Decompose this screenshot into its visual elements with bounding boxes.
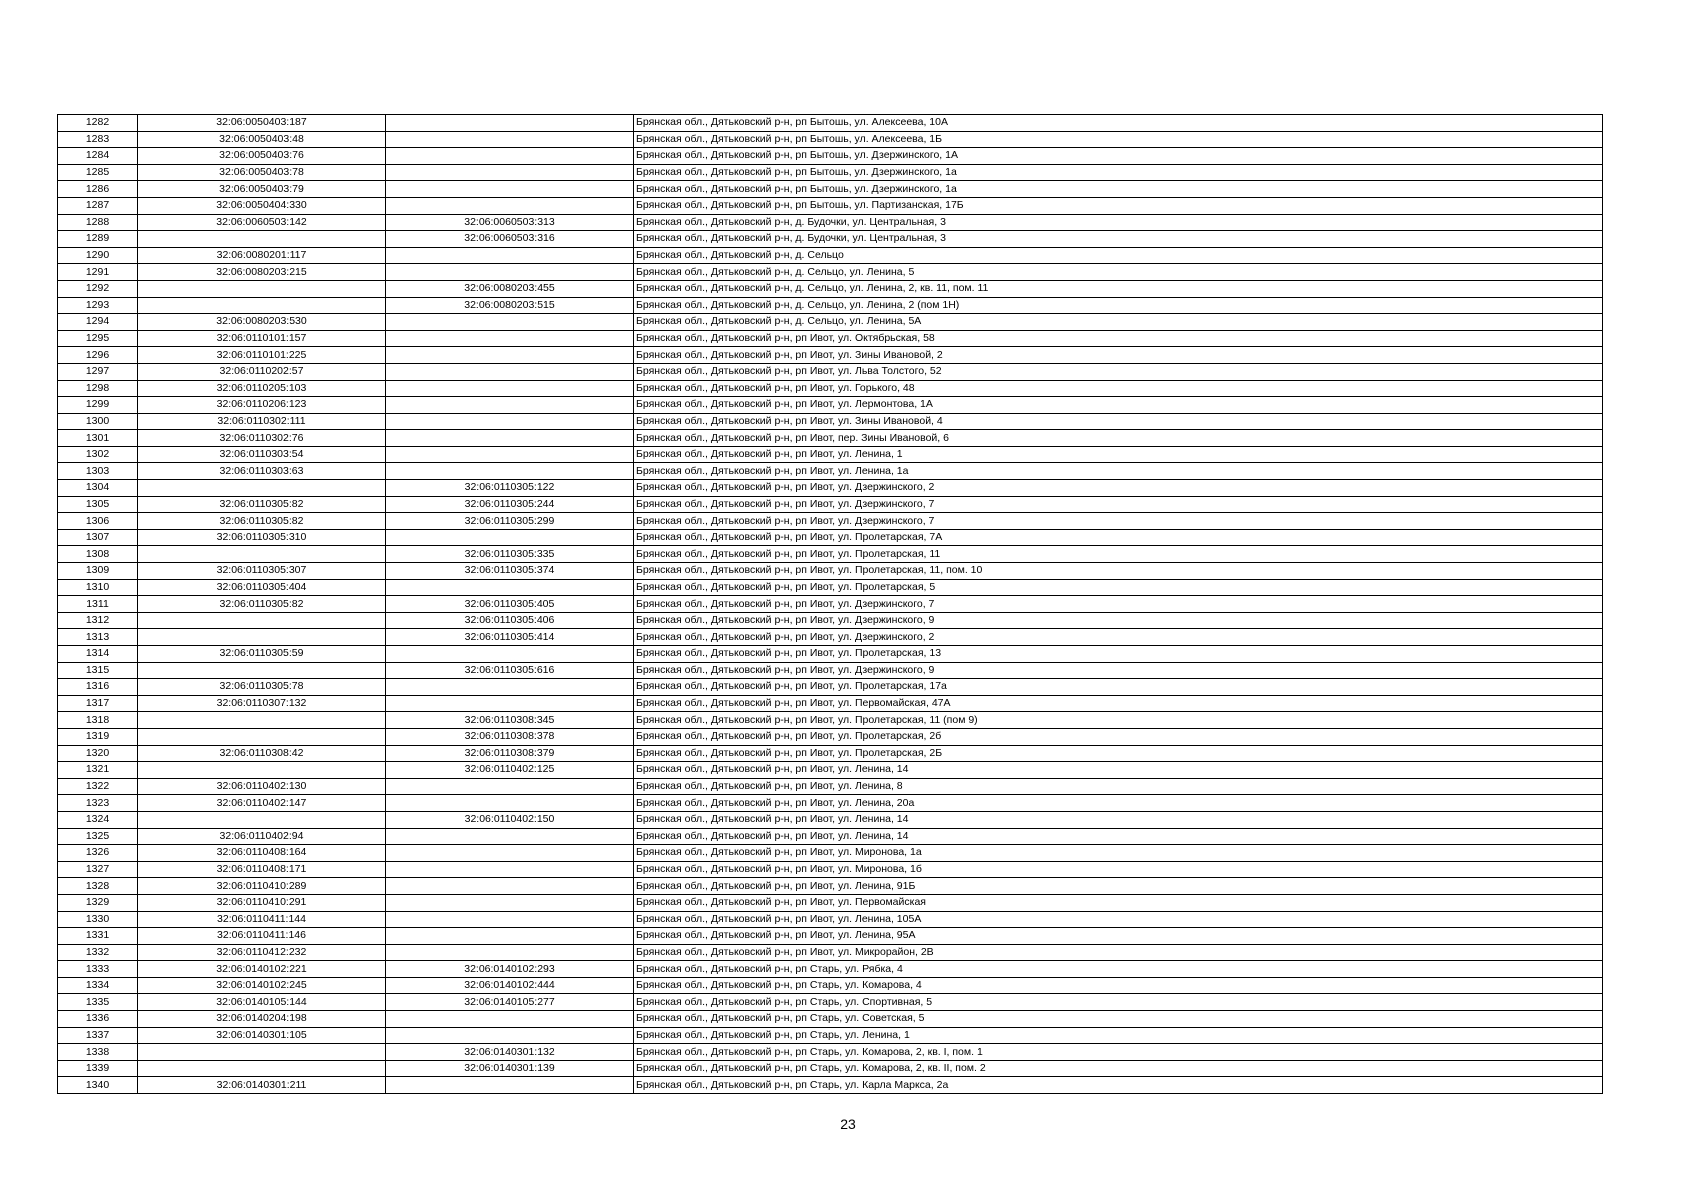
building-cadastral-number-cell: 32:06:0080203:455 (386, 280, 634, 297)
building-cadastral-number-cell (386, 894, 634, 911)
table-row (58, 894, 1603, 911)
building-cadastral-number-cell: 32:06:0140301:139 (386, 1060, 634, 1077)
building-cadastral-number-cell (386, 778, 634, 795)
row-number-cell: 1313 (58, 629, 138, 646)
land-cadastral-number-cell (138, 480, 386, 497)
row-number-cell: 1297 (58, 363, 138, 380)
table-row (58, 745, 1603, 762)
building-cadastral-number-cell (386, 695, 634, 712)
building-cadastral-number-cell (386, 944, 634, 961)
building-cadastral-number-cell (386, 878, 634, 895)
table-row (58, 911, 1603, 928)
table-row (58, 1011, 1603, 1028)
address-cell: Брянская обл., Дятьковский р-н, рп Ивот, ул. Пролетарская, 17а (634, 679, 1603, 696)
address-cell: Брянская обл., Дятьковский р-н, д. Сельцо, ул. Ленина, 5А (634, 314, 1603, 331)
land-cadastral-number-cell: 32:06:0110305:82 (138, 513, 386, 530)
row-number-cell: 1324 (58, 811, 138, 828)
land-cadastral-number-cell: 32:06:0110402:130 (138, 778, 386, 795)
table-row (58, 679, 1603, 696)
table-row (58, 513, 1603, 530)
land-cadastral-number-cell: 32:06:0110411:144 (138, 911, 386, 928)
table-row (58, 413, 1603, 430)
land-cadastral-number-cell (138, 280, 386, 297)
row-number-cell: 1333 (58, 961, 138, 978)
land-cadastral-number-cell (138, 297, 386, 314)
row-number-cell: 1300 (58, 413, 138, 430)
table-row (58, 363, 1603, 380)
row-number-cell: 1315 (58, 662, 138, 679)
building-cadastral-number-cell (386, 845, 634, 862)
address-cell: Брянская обл., Дятьковский р-н, рп Ивот, ул. Пролетарская, 11, пом. 10 (634, 563, 1603, 580)
building-cadastral-number-cell (386, 828, 634, 845)
table-row (58, 380, 1603, 397)
land-cadastral-number-cell: 32:06:0110305:310 (138, 529, 386, 546)
table-row (58, 662, 1603, 679)
address-cell: Брянская обл., Дятьковский р-н, рп Бытошь, ул. Алексеева, 10А (634, 115, 1603, 132)
land-cadastral-number-cell: 32:06:0110411:146 (138, 928, 386, 945)
row-number-cell: 1309 (58, 563, 138, 580)
address-cell: Брянская обл., Дятьковский р-н, рп Старь, ул. Комарова, 4 (634, 977, 1603, 994)
table-row (58, 214, 1603, 231)
table-row (58, 811, 1603, 828)
table-row (58, 977, 1603, 994)
address-cell: Брянская обл., Дятьковский р-н, рп Ивот, ул. Ленина, 95А (634, 928, 1603, 945)
land-cadastral-number-cell: 32:06:0110205:103 (138, 380, 386, 397)
table-row (58, 446, 1603, 463)
building-cadastral-number-cell (386, 330, 634, 347)
table-row (58, 181, 1603, 198)
table-row (58, 828, 1603, 845)
address-cell: Брянская обл., Дятьковский р-н, рп Ивот, ул. Дзержинского, 7 (634, 596, 1603, 613)
building-cadastral-number-cell (386, 413, 634, 430)
land-cadastral-number-cell: 32:06:0110303:63 (138, 463, 386, 480)
row-number-cell: 1329 (58, 894, 138, 911)
address-cell: Брянская обл., Дятьковский р-н, рп Ивот, ул. Пролетарская, 13 (634, 646, 1603, 663)
table-row (58, 148, 1603, 165)
row-number-cell: 1291 (58, 264, 138, 281)
land-cadastral-number-cell: 32:06:0080203:530 (138, 314, 386, 331)
land-cadastral-number-cell: 32:06:0110302:76 (138, 430, 386, 447)
land-cadastral-number-cell (138, 662, 386, 679)
table-row (58, 131, 1603, 148)
address-cell: Брянская обл., Дятьковский р-н, рп Ивот, ул. Зины Ивановой, 4 (634, 413, 1603, 430)
land-cadastral-number-cell: 32:06:0110408:164 (138, 845, 386, 862)
address-cell: Брянская обл., Дятьковский р-н, рп Бытошь, ул. Дзержинского, 1а (634, 181, 1603, 198)
building-cadastral-number-cell (386, 380, 634, 397)
table-row (58, 994, 1603, 1011)
row-number-cell: 1339 (58, 1060, 138, 1077)
address-cell: Брянская обл., Дятьковский р-н, рп Ивот, ул. Ленина, 1 (634, 446, 1603, 463)
land-cadastral-number-cell: 32:06:0110303:54 (138, 446, 386, 463)
building-cadastral-number-cell: 32:06:0110308:345 (386, 712, 634, 729)
building-cadastral-number-cell (386, 579, 634, 596)
address-cell: Брянская обл., Дятьковский р-н, рп Ивот, ул. Дзержинского, 9 (634, 662, 1603, 679)
building-cadastral-number-cell (386, 1027, 634, 1044)
row-number-cell: 1305 (58, 496, 138, 513)
building-cadastral-number-cell (386, 463, 634, 480)
address-cell: Брянская обл., Дятьковский р-н, рп Бытошь, ул. Дзержинского, 1А (634, 148, 1603, 165)
table-row (58, 314, 1603, 331)
address-cell: Брянская обл., Дятьковский р-н, рп Ивот, ул. Пролетарская, 11 (634, 546, 1603, 563)
row-number-cell: 1314 (58, 646, 138, 663)
land-cadastral-number-cell: 32:06:0110402:94 (138, 828, 386, 845)
land-cadastral-number-cell: 32:06:0110412:232 (138, 944, 386, 961)
building-cadastral-number-cell: 32:06:0060503:313 (386, 214, 634, 231)
row-number-cell: 1334 (58, 977, 138, 994)
address-cell: Брянская обл., Дятьковский р-н, рп Бытошь, ул. Алексеева, 1Б (634, 131, 1603, 148)
address-cell: Брянская обл., Дятьковский р-н, рп Ивот, ул. Горького, 48 (634, 380, 1603, 397)
address-cell: Брянская обл., Дятьковский р-н, рп Ивот, ул. Лермонтова, 1А (634, 397, 1603, 414)
table-row (58, 231, 1603, 248)
row-number-cell: 1312 (58, 612, 138, 629)
address-cell: Брянская обл., Дятьковский р-н, рп Ивот, ул. Пролетарская, 5 (634, 579, 1603, 596)
table-row (58, 529, 1603, 546)
row-number-cell: 1320 (58, 745, 138, 762)
row-number-cell: 1336 (58, 1011, 138, 1028)
land-cadastral-number-cell (138, 1060, 386, 1077)
address-cell: Брянская обл., Дятьковский р-н, рп Ивот, пер. Зины Ивановой, 6 (634, 430, 1603, 447)
row-number-cell: 1308 (58, 546, 138, 563)
address-cell: Брянская обл., Дятьковский р-н, д. Сельцо, ул. Ленина, 5 (634, 264, 1603, 281)
row-number-cell: 1301 (58, 430, 138, 447)
building-cadastral-number-cell: 32:06:0110305:122 (386, 480, 634, 497)
address-cell: Брянская обл., Дятьковский р-н, рп Ивот, ул. Пролетарская, 11 (пом 9) (634, 712, 1603, 729)
address-cell: Брянская обл., Дятьковский р-н, рп Ивот, ул. Миронова, 1а (634, 845, 1603, 862)
building-cadastral-number-cell (386, 679, 634, 696)
building-cadastral-number-cell (386, 646, 634, 663)
table-row (58, 347, 1603, 364)
building-cadastral-number-cell (386, 529, 634, 546)
building-cadastral-number-cell (386, 347, 634, 364)
building-cadastral-number-cell (386, 795, 634, 812)
address-cell: Брянская обл., Дятьковский р-н, рп Ивот, ул. Пролетарская, 2б (634, 728, 1603, 745)
row-number-cell: 1337 (58, 1027, 138, 1044)
address-cell: Брянская обл., Дятьковский р-н, рп Ивот, ул. Ленина, 14 (634, 811, 1603, 828)
address-cell: Брянская обл., Дятьковский р-н, рп Ивот, ул. Ленина, 105А (634, 911, 1603, 928)
land-cadastral-number-cell (138, 629, 386, 646)
row-number-cell: 1321 (58, 762, 138, 779)
land-cadastral-number-cell: 32:06:0110305:404 (138, 579, 386, 596)
page-number: 23 (840, 1116, 856, 1132)
address-cell: Брянская обл., Дятьковский р-н, д. Сельцо, ул. Ленина, 2 (пом 1Н) (634, 297, 1603, 314)
land-cadastral-number-cell: 32:06:0050403:78 (138, 164, 386, 181)
row-number-cell: 1317 (58, 695, 138, 712)
land-cadastral-number-cell: 32:06:0140301:211 (138, 1077, 386, 1094)
address-cell: Брянская обл., Дятьковский р-н, д. Сельцо, ул. Ленина, 2, кв. 11, пом. 11 (634, 280, 1603, 297)
row-number-cell: 1289 (58, 231, 138, 248)
table-row (58, 280, 1603, 297)
address-cell: Брянская обл., Дятьковский р-н, рп Ивот, ул. Ленина, 8 (634, 778, 1603, 795)
building-cadastral-number-cell (386, 397, 634, 414)
row-number-cell: 1323 (58, 795, 138, 812)
address-cell: Брянская обл., Дятьковский р-н, рп Старь, ул. Карла Маркса, 2а (634, 1077, 1603, 1094)
land-cadastral-number-cell: 32:06:0080203:215 (138, 264, 386, 281)
address-cell: Брянская обл., Дятьковский р-н, рп Ивот, ул. Пролетарская, 2Б (634, 745, 1603, 762)
table-row (58, 1060, 1603, 1077)
building-cadastral-number-cell (386, 363, 634, 380)
land-cadastral-number-cell: 32:06:0110410:289 (138, 878, 386, 895)
table-row (58, 612, 1603, 629)
table-row (58, 712, 1603, 729)
building-cadastral-number-cell (386, 197, 634, 214)
land-cadastral-number-cell: 32:06:0110305:82 (138, 596, 386, 613)
row-number-cell: 1285 (58, 164, 138, 181)
address-cell: Брянская обл., Дятьковский р-н, рп Ивот, ул. Ленина, 14 (634, 762, 1603, 779)
table-row (58, 1077, 1603, 1094)
row-number-cell: 1332 (58, 944, 138, 961)
address-cell: Брянская обл., Дятьковский р-н, рп Ивот, ул. Первомайская, 47А (634, 695, 1603, 712)
row-number-cell: 1283 (58, 131, 138, 148)
address-cell: Брянская обл., Дятьковский р-н, д. Будочки, ул. Центральная, 3 (634, 214, 1603, 231)
table-row (58, 330, 1603, 347)
row-number-cell: 1293 (58, 297, 138, 314)
land-cadastral-number-cell: 32:06:0060503:142 (138, 214, 386, 231)
land-cadastral-number-cell: 32:06:0110305:59 (138, 646, 386, 663)
row-number-cell: 1287 (58, 197, 138, 214)
row-number-cell: 1295 (58, 330, 138, 347)
address-cell: Брянская обл., Дятьковский р-н, рп Ивот, ул. Миронова, 1б (634, 861, 1603, 878)
land-cadastral-number-cell: 32:06:0110402:147 (138, 795, 386, 812)
address-cell: Брянская обл., Дятьковский р-н, рп Старь, ул. Спортивная, 5 (634, 994, 1603, 1011)
building-cadastral-number-cell: 32:06:0110305:406 (386, 612, 634, 629)
address-cell: Брянская обл., Дятьковский р-н, рп Ивот, ул. Ленина, 14 (634, 828, 1603, 845)
address-cell: Брянская обл., Дятьковский р-н, рп Ивот, ул. Дзержинского, 7 (634, 513, 1603, 530)
address-cell: Брянская обл., Дятьковский р-н, рп Ивот, ул. Ленина, 91Б (634, 878, 1603, 895)
land-cadastral-number-cell (138, 762, 386, 779)
land-cadastral-number-cell: 32:06:0080201:117 (138, 247, 386, 264)
land-cadastral-number-cell: 32:06:0140105:144 (138, 994, 386, 1011)
building-cadastral-number-cell: 32:06:0110305:414 (386, 629, 634, 646)
table-row (58, 762, 1603, 779)
address-cell: Брянская обл., Дятьковский р-н, рп Ивот, ул. Пролетарская, 7А (634, 529, 1603, 546)
table-row (58, 878, 1603, 895)
building-cadastral-number-cell: 32:06:0060503:316 (386, 231, 634, 248)
table-row (58, 944, 1603, 961)
land-cadastral-number-cell (138, 811, 386, 828)
address-cell: Брянская обл., Дятьковский р-н, рп Старь, ул. Рябка, 4 (634, 961, 1603, 978)
row-number-cell: 1294 (58, 314, 138, 331)
building-cadastral-number-cell (386, 115, 634, 132)
row-number-cell: 1331 (58, 928, 138, 945)
row-number-cell: 1328 (58, 878, 138, 895)
address-cell: Брянская обл., Дятьковский р-н, рп Ивот, ул. Первомайская (634, 894, 1603, 911)
building-cadastral-number-cell (386, 314, 634, 331)
row-number-cell: 1326 (58, 845, 138, 862)
building-cadastral-number-cell: 32:06:0110305:616 (386, 662, 634, 679)
table-row (58, 463, 1603, 480)
registry-table (57, 114, 1603, 1094)
building-cadastral-number-cell (386, 148, 634, 165)
row-number-cell: 1325 (58, 828, 138, 845)
land-cadastral-number-cell: 32:06:0140301:105 (138, 1027, 386, 1044)
row-number-cell: 1338 (58, 1044, 138, 1061)
table-row (58, 480, 1603, 497)
table-row (58, 297, 1603, 314)
table-row (58, 861, 1603, 878)
table-row (58, 728, 1603, 745)
row-number-cell: 1302 (58, 446, 138, 463)
row-number-cell: 1318 (58, 712, 138, 729)
building-cadastral-number-cell: 32:06:0140102:444 (386, 977, 634, 994)
land-cadastral-number-cell: 32:06:0140204:198 (138, 1011, 386, 1028)
land-cadastral-number-cell: 32:06:0050403:79 (138, 181, 386, 198)
table-row (58, 961, 1603, 978)
land-cadastral-number-cell (138, 546, 386, 563)
address-cell: Брянская обл., Дятьковский р-н, рп Ивот, ул. Дзержинского, 2 (634, 629, 1603, 646)
row-number-cell: 1299 (58, 397, 138, 414)
building-cadastral-number-cell (386, 164, 634, 181)
table-row (58, 845, 1603, 862)
table-row (58, 546, 1603, 563)
land-cadastral-number-cell: 32:06:0110101:157 (138, 330, 386, 347)
table-row (58, 778, 1603, 795)
address-cell: Брянская обл., Дятьковский р-н, рп Старь, ул. Комарова, 2, кв. II, пом. 2 (634, 1060, 1603, 1077)
table-row (58, 164, 1603, 181)
land-cadastral-number-cell: 32:06:0110305:82 (138, 496, 386, 513)
address-cell: Брянская обл., Дятьковский р-н, рп Старь, ул. Советская, 5 (634, 1011, 1603, 1028)
building-cadastral-number-cell: 32:06:0140301:132 (386, 1044, 634, 1061)
table-row (58, 563, 1603, 580)
row-number-cell: 1298 (58, 380, 138, 397)
row-number-cell: 1307 (58, 529, 138, 546)
address-cell: Брянская обл., Дятьковский р-н, рп Ивот, ул. Льва Толстого, 52 (634, 363, 1603, 380)
building-cadastral-number-cell: 32:06:0080203:515 (386, 297, 634, 314)
row-number-cell: 1306 (58, 513, 138, 530)
building-cadastral-number-cell: 32:06:0110402:125 (386, 762, 634, 779)
building-cadastral-number-cell (386, 1011, 634, 1028)
land-cadastral-number-cell: 32:06:0050403:187 (138, 115, 386, 132)
row-number-cell: 1322 (58, 778, 138, 795)
table-row (58, 646, 1603, 663)
land-cadastral-number-cell: 32:06:0140102:245 (138, 977, 386, 994)
row-number-cell: 1304 (58, 480, 138, 497)
land-cadastral-number-cell: 32:06:0050403:76 (138, 148, 386, 165)
land-cadastral-number-cell: 32:06:0110408:171 (138, 861, 386, 878)
row-number-cell: 1310 (58, 579, 138, 596)
land-cadastral-number-cell: 32:06:0110202:57 (138, 363, 386, 380)
land-cadastral-number-cell: 32:06:0110302:111 (138, 413, 386, 430)
building-cadastral-number-cell: 32:06:0140102:293 (386, 961, 634, 978)
table-row (58, 1044, 1603, 1061)
address-cell: Брянская обл., Дятьковский р-н, рп Бытошь, ул. Партизанская, 17Б (634, 197, 1603, 214)
building-cadastral-number-cell (386, 247, 634, 264)
row-number-cell: 1292 (58, 280, 138, 297)
land-cadastral-number-cell: 32:06:0110308:42 (138, 745, 386, 762)
building-cadastral-number-cell: 32:06:0110305:244 (386, 496, 634, 513)
building-cadastral-number-cell: 32:06:0110305:299 (386, 513, 634, 530)
row-number-cell: 1286 (58, 181, 138, 198)
building-cadastral-number-cell: 32:06:0110402:150 (386, 811, 634, 828)
building-cadastral-number-cell (386, 131, 634, 148)
land-cadastral-number-cell (138, 1044, 386, 1061)
table-row (58, 596, 1603, 613)
table-row (58, 115, 1603, 132)
row-number-cell: 1288 (58, 214, 138, 231)
row-number-cell: 1330 (58, 911, 138, 928)
row-number-cell: 1316 (58, 679, 138, 696)
land-cadastral-number-cell: 32:06:0110206:123 (138, 397, 386, 414)
building-cadastral-number-cell: 32:06:0110305:374 (386, 563, 634, 580)
address-cell: Брянская обл., Дятьковский р-н, рп Ивот, ул. Дзержинского, 7 (634, 496, 1603, 513)
table-row (58, 579, 1603, 596)
land-cadastral-number-cell: 32:06:0050403:48 (138, 131, 386, 148)
building-cadastral-number-cell (386, 911, 634, 928)
address-cell: Брянская обл., Дятьковский р-н, рп Ивот, ул. Дзержинского, 2 (634, 480, 1603, 497)
address-cell: Брянская обл., Дятьковский р-н, рп Ивот, ул. Микрорайон, 2В (634, 944, 1603, 961)
building-cadastral-number-cell (386, 430, 634, 447)
table-row (58, 695, 1603, 712)
address-cell: Брянская обл., Дятьковский р-н, д. Сельцо (634, 247, 1603, 264)
address-cell: Брянская обл., Дятьковский р-н, рп Ивот, ул. Октябрьская, 58 (634, 330, 1603, 347)
land-cadastral-number-cell: 32:06:0110305:78 (138, 679, 386, 696)
land-cadastral-number-cell (138, 612, 386, 629)
row-number-cell: 1296 (58, 347, 138, 364)
land-cadastral-number-cell (138, 728, 386, 745)
table-row (58, 264, 1603, 281)
table-row (58, 1027, 1603, 1044)
row-number-cell: 1290 (58, 247, 138, 264)
row-number-cell: 1284 (58, 148, 138, 165)
row-number-cell: 1311 (58, 596, 138, 613)
row-number-cell: 1319 (58, 728, 138, 745)
address-cell: Брянская обл., Дятьковский р-н, рп Ивот, ул. Ленина, 1а (634, 463, 1603, 480)
row-number-cell: 1335 (58, 994, 138, 1011)
building-cadastral-number-cell (386, 928, 634, 945)
table-row (58, 928, 1603, 945)
land-cadastral-number-cell: 32:06:0140102:221 (138, 961, 386, 978)
address-cell: Брянская обл., Дятьковский р-н, рп Старь, ул. Комарова, 2, кв. I, пом. 1 (634, 1044, 1603, 1061)
table-row (58, 629, 1603, 646)
table-row (58, 430, 1603, 447)
table-row (58, 795, 1603, 812)
land-cadastral-number-cell: 32:06:0110305:307 (138, 563, 386, 580)
building-cadastral-number-cell: 32:06:0110305:335 (386, 546, 634, 563)
land-cadastral-number-cell (138, 231, 386, 248)
building-cadastral-number-cell (386, 1077, 634, 1094)
address-cell: Брянская обл., Дятьковский р-н, рп Ивот, ул. Дзержинского, 9 (634, 612, 1603, 629)
row-number-cell: 1282 (58, 115, 138, 132)
address-cell: Брянская обл., Дятьковский р-н, рп Бытошь, ул. Дзержинского, 1а (634, 164, 1603, 181)
table-row (58, 197, 1603, 214)
land-cadastral-number-cell: 32:06:0050404:330 (138, 197, 386, 214)
address-cell: Брянская обл., Дятьковский р-н, рп Ивот, ул. Ленина, 20а (634, 795, 1603, 812)
land-cadastral-number-cell (138, 712, 386, 729)
row-number-cell: 1340 (58, 1077, 138, 1094)
land-cadastral-number-cell: 32:06:0110101:225 (138, 347, 386, 364)
land-cadastral-number-cell: 32:06:0110307:132 (138, 695, 386, 712)
land-cadastral-number-cell: 32:06:0110410:291 (138, 894, 386, 911)
address-cell: Брянская обл., Дятьковский р-н, рп Ивот, ул. Зины Ивановой, 2 (634, 347, 1603, 364)
row-number-cell: 1303 (58, 463, 138, 480)
building-cadastral-number-cell: 32:06:0110308:379 (386, 745, 634, 762)
building-cadastral-number-cell: 32:06:0110305:405 (386, 596, 634, 613)
table-row (58, 247, 1603, 264)
row-number-cell: 1327 (58, 861, 138, 878)
address-cell: Брянская обл., Дятьковский р-н, рп Старь, ул. Ленина, 1 (634, 1027, 1603, 1044)
building-cadastral-number-cell: 32:06:0110308:378 (386, 728, 634, 745)
building-cadastral-number-cell (386, 861, 634, 878)
table-row (58, 397, 1603, 414)
building-cadastral-number-cell: 32:06:0140105:277 (386, 994, 634, 1011)
building-cadastral-number-cell (386, 446, 634, 463)
registry-table-body (58, 115, 1603, 1094)
building-cadastral-number-cell (386, 264, 634, 281)
address-cell: Брянская обл., Дятьковский р-н, д. Будочки, ул. Центральная, 3 (634, 231, 1603, 248)
building-cadastral-number-cell (386, 181, 634, 198)
table-row (58, 496, 1603, 513)
